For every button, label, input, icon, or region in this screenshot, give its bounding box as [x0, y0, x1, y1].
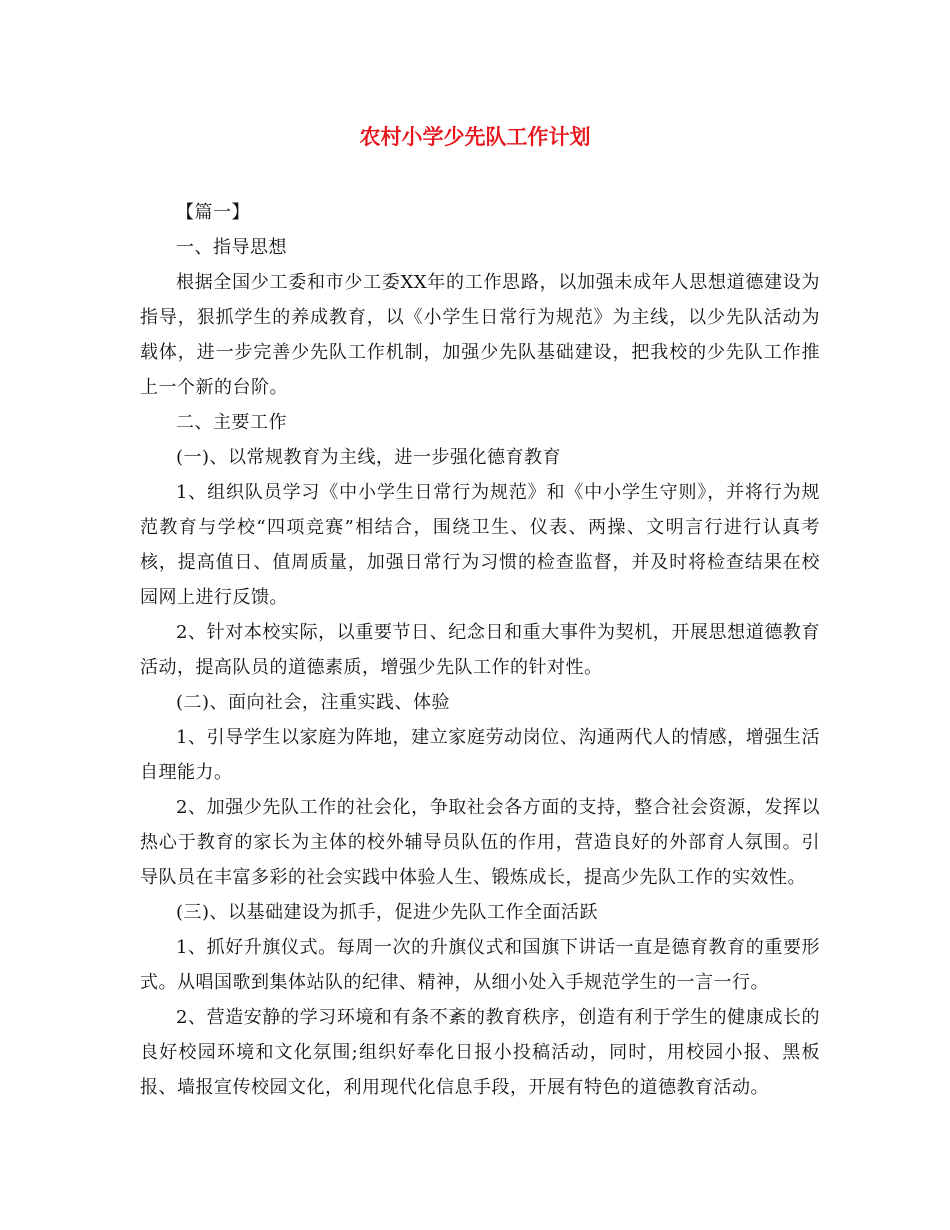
- paragraph: 根据全国少工委和市少工委XX年的工作思路，以加强未成年人思想道德建设为指导，狠抓学生的养成教育，以《小学生日常行为规范》为主线，以少先队活动为载体，进一步完善少先队工作机制，加强少先队基础建设，把我校的少先队工作推上一个新的台阶。: [140, 272, 820, 398]
- paragraph: 1、抓好升旗仪式。每周一次的升旗仪式和国旗下讲话一直是德育教育的重要形式。从唱国歌到集体站队的纪律、精神，从细小处入手规范学生的一言一行。: [140, 937, 820, 993]
- section-marker: 【篇一】: [176, 202, 250, 223]
- subsection-heading-1: (一)、以常规教育为主线，进一步强化德育教育: [176, 447, 562, 468]
- document-title: 农村小学少先队工作计划: [359, 124, 591, 149]
- subsection-heading-2: (二)、面向社会，注重实践、体验: [176, 692, 451, 713]
- paragraph: 1、引导学生以家庭为阵地，建立家庭劳动岗位、沟通两代人的情感，增强生活自理能力。: [140, 727, 820, 783]
- paragraph: 2、营造安静的学习环境和有条不紊的教育秩序，创造有利于学生的健康成长的良好校园环境和文化氛围;组织好奉化日报小投稿活动，同时，用校园小报、黑板报、墙报宣传校园文化，利用现代化信息手段，开展有特色的道德教育活动。: [140, 1007, 820, 1098]
- paragraph: 2、针对本校实际，以重要节日、纪念日和重大事件为契机，开展思想道德教育活动，提高队员的道德素质，增强少先队工作的针对性。: [140, 622, 820, 678]
- paragraph: 1、组织队员学习《中小学生日常行为规范》和《中小学生守则》，并将行为规范教育与学校“四项竞赛”相结合，围绕卫生、仪表、两操、文明言行进行认真考核，提高值日、值周质量，加强日常行为习惯的检查监督，并及时将检查结果在校园网上进行反馈。: [140, 482, 820, 608]
- paragraph: 2、加强少先队工作的社会化，争取社会各方面的支持，整合社会资源，发挥以热心于教育的家长为主体的校外辅导员队伍的作用，营造良好的外部育人氛围。引导队员在丰富多彩的社会实践中体验人生、锻炼成长，提高少先队工作的实效性。: [140, 797, 820, 888]
- document-body: [140, 195, 820, 1105]
- section-heading-main-work: 二、主要工作: [176, 412, 287, 433]
- subsection-heading-3: (三)、以基础建设为抓手，促进少先队工作全面活跃: [176, 902, 599, 923]
- section-heading-guiding-ideology: 一、指导思想: [176, 237, 287, 258]
